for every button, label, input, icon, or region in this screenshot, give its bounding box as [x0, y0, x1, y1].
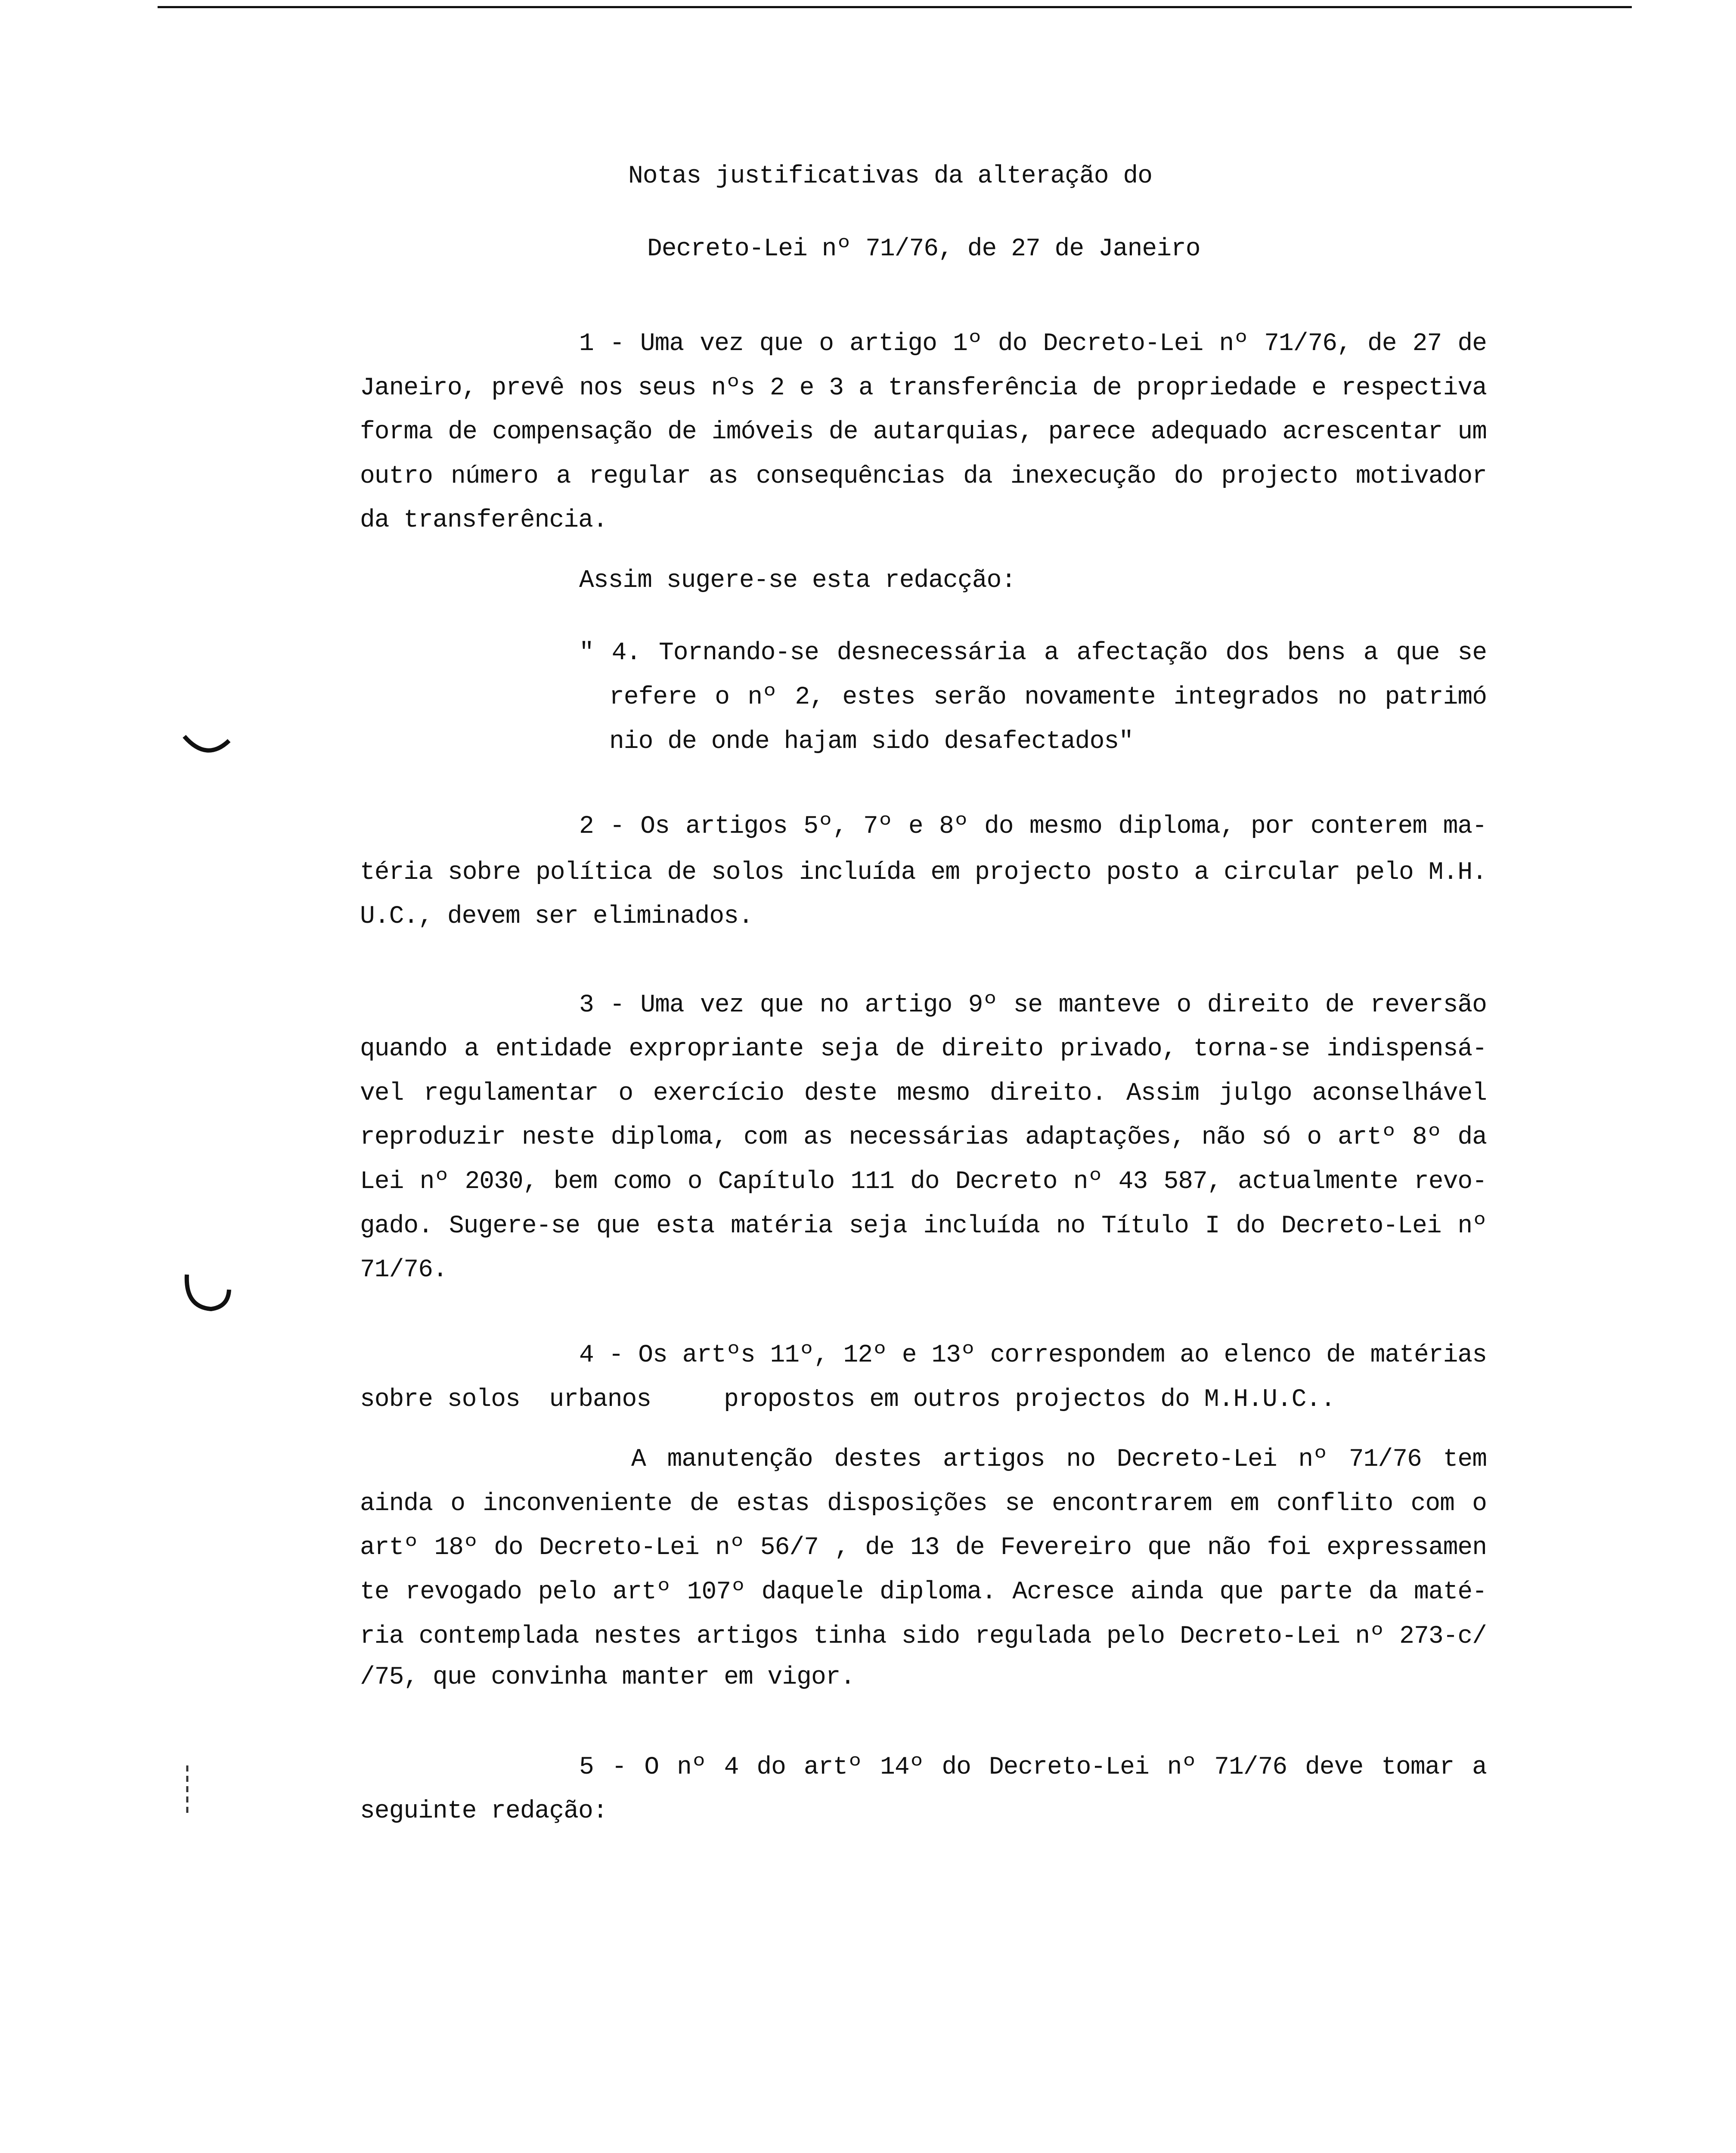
binder-hole-mark-icon [181, 732, 232, 766]
text-line: A manutenção destes artigos no Decreto-Lei nº 71/76 tem [631, 1446, 1487, 1474]
margin-speck-mark-icon [183, 1765, 192, 1817]
text-line: 71/76. [360, 1256, 447, 1284]
text-line: Lei nº 2030, bem como o Capítulo 111 do Decreto nº 43 587, actualmente revo- [360, 1168, 1487, 1196]
top-border-line [158, 6, 1632, 8]
text-line: 1 - Uma vez que o artigo 1º do Decreto-Lei nº 71/76, de 27 de [579, 330, 1487, 358]
text-line: 2 - Os artigos 5º, 7º e 8º do mesmo diploma, por conterem ma- [579, 813, 1487, 841]
text-line: seguinte redação: [360, 1797, 608, 1825]
text-line: 4 - Os artºs 11º, 12º e 13º correspondem ao elenco de matérias [579, 1341, 1487, 1369]
text-line: artº 18º do Decreto-Lei nº 56/7 , de 13 de Fevereiro que não foi expressamen [360, 1534, 1487, 1562]
text-line: 3 - Uma vez que no artigo 9º se manteve o direito de reversão [579, 991, 1487, 1019]
text-line: da transferência. [360, 506, 608, 534]
text-line: sobre solos urbanos propostos em outros projectos do M.H.U.C.. [360, 1386, 1335, 1414]
text-line: gado. Sugere-se que esta matéria seja incluída no Título I do Decreto-Lei nº [360, 1212, 1487, 1240]
text-line: /75, que convinha manter em vigor. [360, 1663, 855, 1691]
text-line: téria sobre política de solos incluída em projecto posto a circular pelo M.H. [360, 859, 1487, 887]
text-line: U.C., devem ser eliminados. [360, 903, 753, 931]
text-line: forma de compensação de imóveis de autarquias, parece adequado acrescentar um [360, 418, 1487, 446]
text-line: 5 - O nº 4 do artº 14º do Decreto-Lei nº 71/76 deve tomar a [579, 1753, 1487, 1781]
text-line: Janeiro, prevê nos seus nºs 2 e 3 a transferência de propriedade e respectiva [360, 374, 1487, 402]
text-line: ria contemplada nestes artigos tinha sido regulada pelo Decreto-Lei nº 273-c/ [360, 1623, 1487, 1650]
text-line: nio de onde hajam sido desafectados" [609, 728, 1134, 756]
text-line: ainda o inconveniente de estas disposições se encontrarem em conflito com o [360, 1490, 1487, 1518]
text-line: Assim sugere-se esta redacção: [579, 567, 1016, 595]
binder-hole-mark-icon [181, 1266, 232, 1318]
document-title-line-2: Decreto-Lei nº 71/76, de 27 de Janeiro [647, 235, 1200, 263]
text-line: quando a entidade expropriante seja de direito privado, torna-se indispensá- [360, 1035, 1487, 1063]
text-line: te revogado pelo artº 107º daquele diploma. Acresce ainda que parte da maté- [360, 1578, 1487, 1606]
text-line: refere o nº 2, estes serão novamente integrados no patrimó [609, 683, 1487, 711]
text-line: outro número a regular as consequências da inexecução do projecto motivador [360, 462, 1487, 490]
document-title-line-1: Notas justificativas da alteração do [628, 162, 1153, 190]
text-line: " 4. Tornando-se desnecessária a afectação dos bens a que se [579, 639, 1487, 667]
text-line: reproduzir neste diploma, com as necessárias adaptações, não só o artº 8º da [360, 1123, 1487, 1151]
text-line: vel regulamentar o exercício deste mesmo direito. Assim julgo aconselhável [360, 1080, 1487, 1108]
